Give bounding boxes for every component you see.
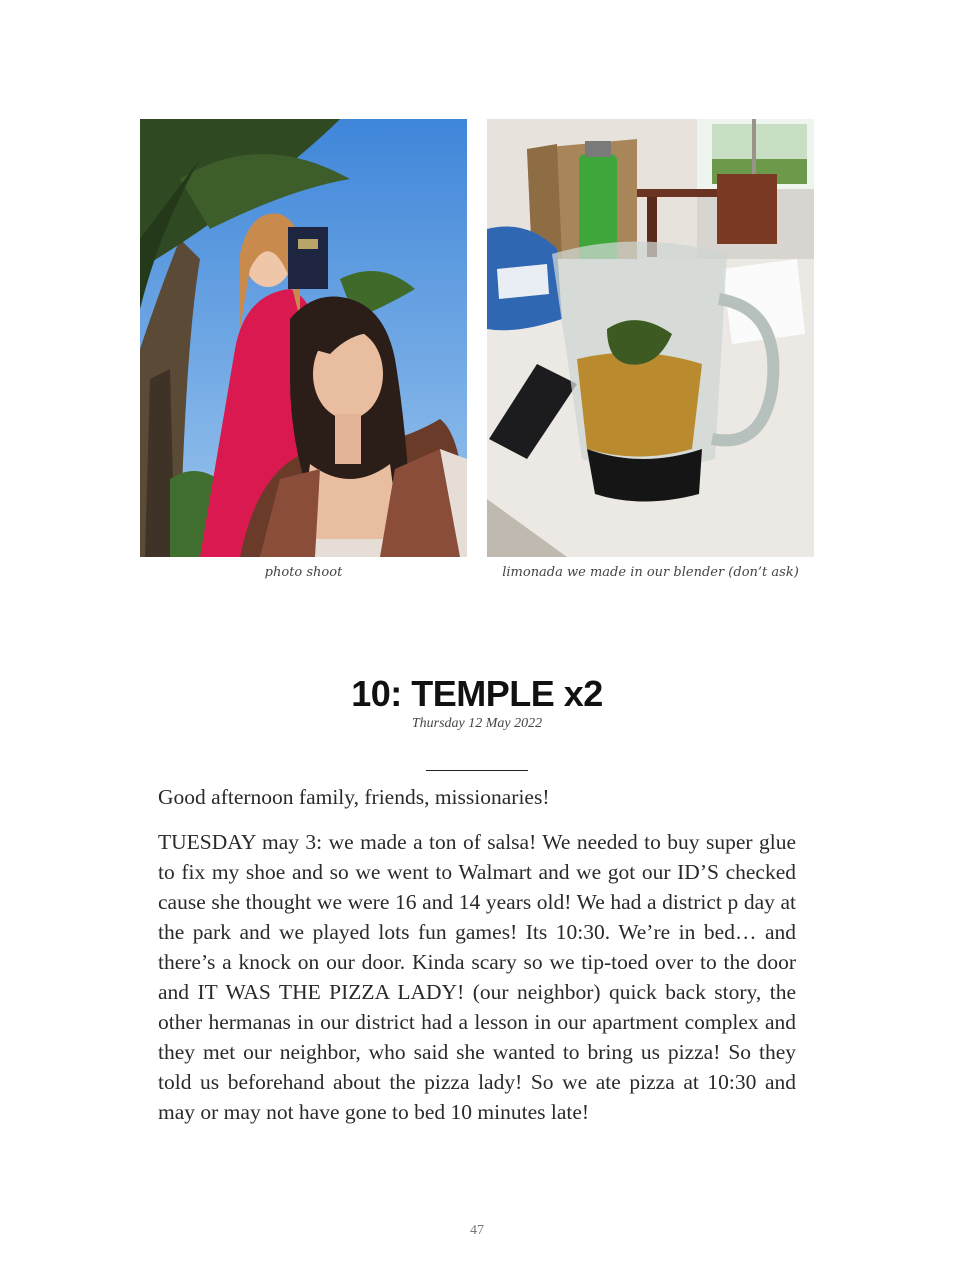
entry-title: 10: TEMPLE x2 (351, 673, 603, 714)
divider (426, 770, 528, 771)
page-number: 47 (470, 1223, 484, 1238)
entry-date: Thursday 12 May 2022 (411, 716, 543, 731)
greeting-text: Good afternoon family, friends, missionaries! (158, 785, 550, 809)
photo-shoot-image (140, 119, 467, 557)
photo-caption: photo shoot (264, 565, 343, 580)
photo-caption: limonada we made in our blender (don’t ask) (502, 565, 799, 580)
limonada-blender-image (487, 119, 814, 557)
body-paragraph: TUESDAY may 3: we made a ton of salsa! We needed to buy super glue to fix my shoe and so we went to Walmart and we got our ID’S checked cause she thought we were 16 and 14 years old! We had a district p day at the park and we played lots fun games! Its 10:30. We’re in bed… and there’s a knock on our door. Kinda scary so we tip-toed over to the door and IT WAS THE PIZZA LADY! (our neighbor) quick back story, the other hermanas in our district had a lesson in our apartment complex and they met our neighbor, who said she wanted to bring us pizza! So they told us beforehand about the pizza lady! So we ate pizza at 10:30 and may or may not have gone to bed 10 minutes late! (158, 830, 796, 1124)
